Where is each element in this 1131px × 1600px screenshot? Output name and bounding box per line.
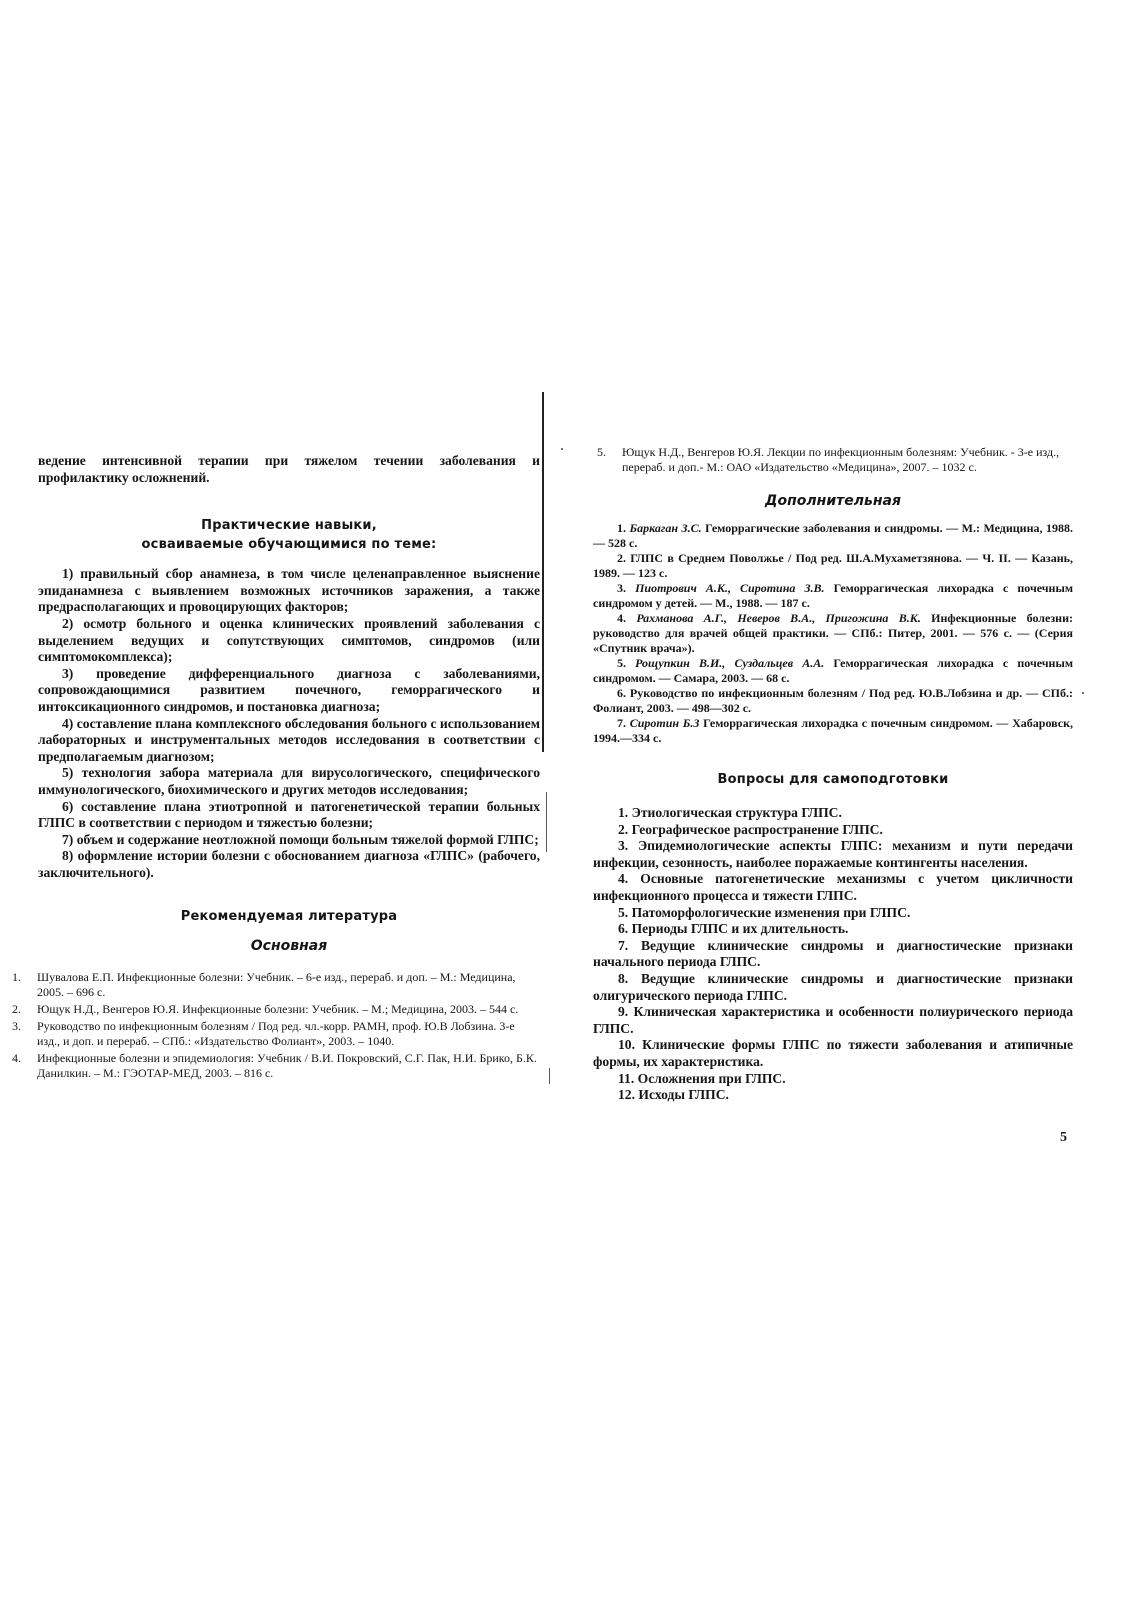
- ref-author: Баркаган З.С.: [629, 521, 702, 535]
- ref-text: Руководство по инфекционным болезням / Под ред. Ю.В.Лобзина и др. — СПб.: Фолиант, 2003. — 498—302 с.: [593, 686, 1073, 715]
- ref-text: Геморрагическая лихорадка с почечным синдромом у детей. — М., 1988. — 187 с.: [593, 581, 1074, 610]
- question-item: 2. Географическое распространение ГЛПС.: [618, 821, 883, 837]
- page-gutter-line: [542, 392, 544, 752]
- left-page: [12, 453, 540, 1083]
- ref-text: Ющук Н.Д., Венгеров Ю.Я. Лекции по инфекционным болезням: Учебник. - 3-е изд., перераб. и доп.- М.: ОАО «Издательство «Медицина», 2007. – 1032 с.: [622, 445, 1060, 474]
- question-item: 5. Патоморфологические изменения при ГЛПС.: [618, 904, 911, 920]
- ref-number: 3.: [617, 581, 626, 595]
- skill-item: 6) составление плана этиотропной и патогенетической терапии больных ГЛПС в соответствии с периодом и тяжестью болезни;: [38, 798, 540, 831]
- questions-heading: Вопросы для самоподготовки: [717, 772, 949, 787]
- ref-number: 7.: [617, 716, 626, 730]
- ref-author: Рахманова А.Г., Неверов В.А., Пригожина В.К.: [636, 611, 921, 625]
- main-literature-list-continued: [597, 445, 1073, 475]
- ref-text: Руководство по инфекционным болезням / Под ред. чл.-корр. РАМН, проф. Ю.В Лобзина. 3-е изд., и доп. и перераб. – СПб.: «Издательство Фолиант», 2003. – 1040.: [37, 1019, 515, 1049]
- page-gutter-line: [549, 1068, 550, 1084]
- ref-text: Шувалова Е.П. Инфекционные болезни: Учебник. – 6-е изд., перераб. и доп. – М.: Медицина, 2005. – 696 с.: [37, 970, 516, 1000]
- skill-item: 3) проведение дифференциального диагноза с заболеваниями, сопровождающимися развитием почечного, геморрагического и интоксикационного синдромов, и постановка диагноза;: [38, 665, 540, 714]
- list-item: [593, 716, 1073, 746]
- skill-item: 5) технология забора материала для вирусологического, специфического иммунологического, биохимического и других методов исследования;: [38, 765, 540, 797]
- skill-item: 1) правильный сбор анамнеза, в том числе целенаправленное выяснение эпиданамнеза с выявлением возможных источников заражения, а также предрасполагающих и провоцирующих факторов;: [38, 566, 540, 615]
- question-item: 9. Клиническая характеристика и особенности полиурического периода ГЛПС.: [593, 1004, 1073, 1036]
- ref-number: 1.: [12, 970, 21, 985]
- skills-heading: Практические навыки,: [201, 518, 377, 534]
- ref-number: 4.: [12, 1051, 21, 1066]
- list-item: [593, 686, 1073, 716]
- ref-number: 5.: [617, 656, 626, 670]
- list-item: [593, 521, 1073, 551]
- list-item: [12, 1002, 540, 1017]
- page-number: 5: [1060, 1130, 1067, 1145]
- scan-speck: [1082, 692, 1084, 694]
- list-item: [597, 445, 1073, 475]
- extra-literature-list: [593, 521, 1073, 746]
- extra-literature-heading: Дополнительная: [765, 493, 901, 509]
- question-item: 11. Осложнения при ГЛПС.: [618, 1070, 786, 1086]
- right-page: [593, 445, 1073, 1104]
- skill-item: 4) составление плана комплексного обследования больного с использованием лабораторных и инструментальных методов исследования в соответствии с предполагаемым диагнозом;: [38, 715, 540, 764]
- skills-list: [38, 566, 540, 881]
- question-item: 7. Ведущие клинические синдромы и диагностические признаки начального периода ГЛПС.: [593, 937, 1073, 970]
- ref-number: 3.: [12, 1019, 21, 1034]
- list-item: [593, 656, 1073, 686]
- skill-item: 2) осмотр больного и оценка клинических проявлений заболевания с выделением ведущих и сопутствующих симптомов, синдромов (или симптомокомплекса);: [38, 615, 540, 665]
- ref-number: 2.: [617, 551, 626, 565]
- skill-item: 7) объем и содержание неотложной помощи больным тяжелой формой ГЛПС;: [62, 831, 539, 847]
- ref-number: 2.: [12, 1002, 21, 1017]
- question-item: 3. Эпидемиологические аспекты ГЛПС: механизм и пути передачи инфекции, сезонность, наиболее поражаемые контингенты населения.: [593, 838, 1073, 870]
- list-item: [12, 970, 540, 1000]
- ref-author: Рощупкин В.И., Суздальцев А.А.: [635, 656, 825, 670]
- ref-text: Геморрагическая лихорадка с почечным синдромом. — Хабаровск, 1994.—334 с.: [593, 716, 1074, 745]
- list-item: [593, 551, 1073, 581]
- ref-text: Инфекционные болезни и эпидемиология: Учебник / В.И. Покровский, С.Г. Пак, Н.И. Брико, Б.К. Данилкин. – М.: ГЭОТАР-МЕД, 2003. – 816 с.: [37, 1051, 537, 1081]
- list-item: [12, 1051, 540, 1081]
- ref-number: 6.: [617, 686, 626, 700]
- main-literature-heading: Основная: [250, 938, 328, 955]
- list-item: [593, 581, 1073, 611]
- scan-speck: [561, 448, 563, 450]
- skill-item: 8) оформление истории болезни с обоснованием диагноза «ГЛПС» (рабочего, заключительного).: [38, 848, 540, 880]
- skills-heading-sub: осваиваемые обучающимися по теме:: [141, 537, 437, 553]
- main-literature-list: [12, 970, 540, 1081]
- ref-text: ГЛПС в Среднем Поволжье / Под ред. Ш.А.Мухаметзянова. — Ч. II. — Казань, 1989. — 123 с.: [593, 551, 1074, 580]
- intro-paragraph: ведение интенсивной терапии при тяжелом течении заболевания и профилактику осложнений.: [38, 453, 540, 485]
- list-item: [593, 611, 1073, 656]
- question-item: 10. Клинические формы ГЛПС по тяжести заболевания и атипичные формы, их характеристика.: [593, 1037, 1073, 1069]
- question-item: 12. Исходы ГЛПС.: [618, 1087, 729, 1103]
- question-item: 8. Ведущие клинические синдромы и диагностические признаки олигурического периода ГЛПС.: [593, 970, 1073, 1003]
- ref-number: 1.: [617, 521, 626, 535]
- ref-number: 4.: [617, 611, 626, 625]
- ref-author: Пиотрович А.К., Сиротина З.В.: [635, 581, 825, 595]
- ref-text: Инфекционные болезни: руководство для врачей общей практики. — СПб.: Питер, 2001. — 576 с. — (Серия «Спутник врача»).: [593, 611, 1074, 655]
- ref-author: Сиротин Б.З: [629, 716, 700, 730]
- literature-heading: Рекомендуемая литература: [180, 909, 398, 925]
- questions-list: [593, 805, 1073, 1104]
- question-item: 4. Основные патогенетические механизмы с учетом цикличности инфекционного процесса и тяжести ГЛПС.: [593, 871, 1073, 903]
- ref-text: Геморрагические заболевания и синдромы. — М.: Медицина, 1988. — 528 с.: [593, 521, 1074, 550]
- list-item: [12, 1019, 540, 1049]
- page-gutter-line: [546, 792, 547, 852]
- ref-text: Геморрагическая лихорадка с почечным синдромом. — Самара, 2003. — 68 с.: [593, 656, 1073, 685]
- question-item: 1. Этиологическая структура ГЛПС.: [618, 805, 842, 820]
- question-item: 6. Периоды ГЛПС и их длительность.: [618, 921, 849, 937]
- ref-text: Ющук Н.Д., Венгеров Ю.Я. Инфекционные болезни: Учебник. – М.; Медицина, 2003. – 544 с.: [37, 1002, 519, 1017]
- ref-number: 5.: [597, 445, 606, 459]
